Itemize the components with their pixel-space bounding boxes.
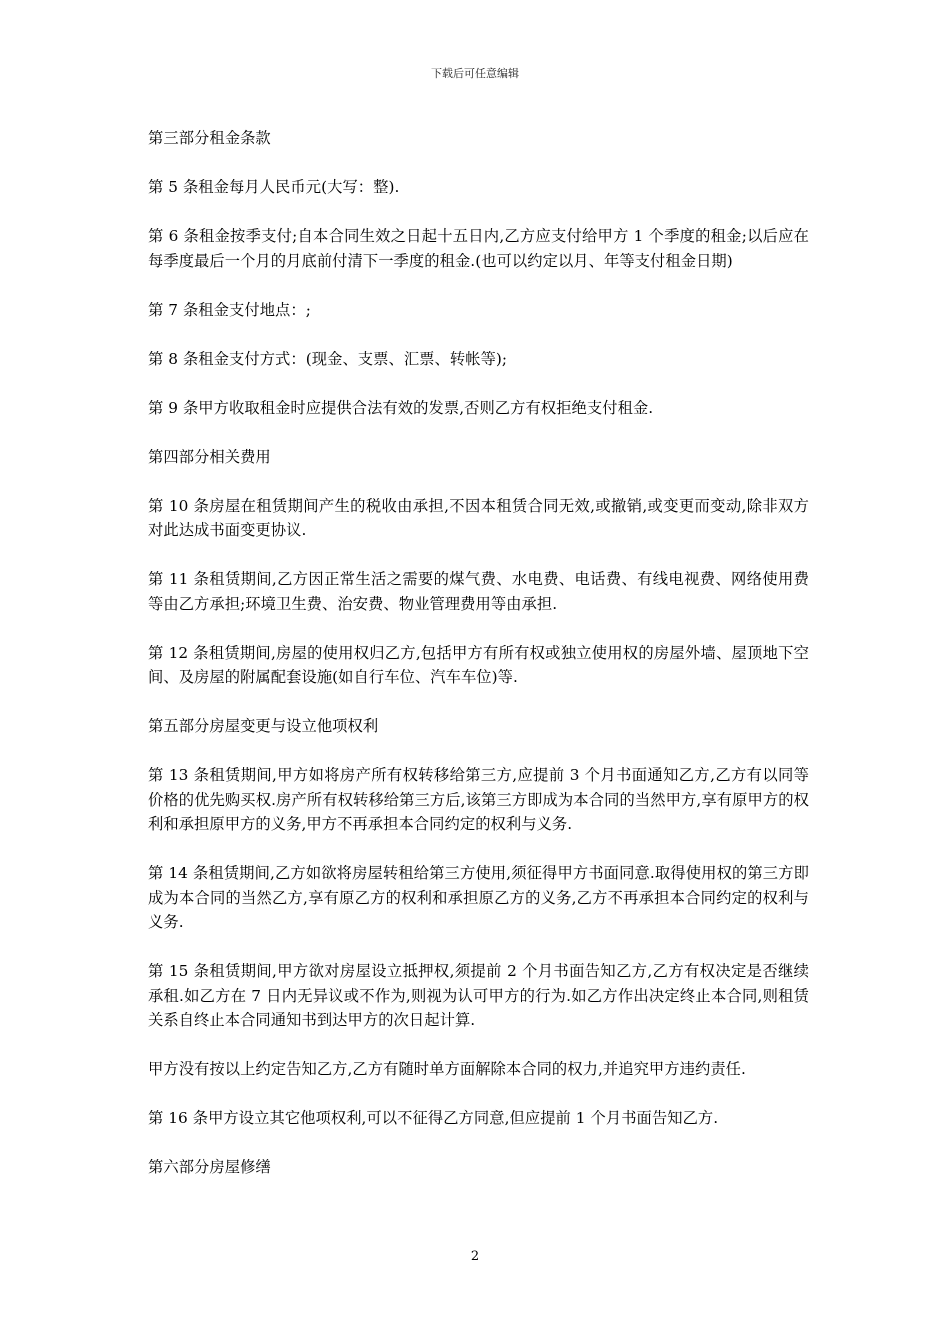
section-heading-part-4: 第四部分相关费用 xyxy=(148,447,271,466)
clause-13: 第 13 条租赁期间,甲方如将房产所有权转移给第三方,应提前 3 个月书面通知乙方,乙方有以同等价格的优先购买权.房产所有权转移给第三方后,该第三方即成为本合同的当然甲方,享有原甲方的权利和承担原甲方的义务,甲方不再承担本合同约定的权利与义务. xyxy=(148,766,809,833)
clause-16: 第 16 条甲方设立其它他项权利,可以不征得乙方同意,但应提前 1 个月书面告知乙方. xyxy=(148,1109,719,1127)
clause-11: 第 11 条租赁期间,乙方因正常生活之需要的煤气费、水电费、电话费、有线电视费、网络使用费等由乙方承担;环境卫生费、治安费、物业管理费用等由承担. xyxy=(148,570,809,613)
clause-9: 第 9 条甲方收取租金时应提供合法有效的发票,否则乙方有权拒绝支付租金. xyxy=(148,398,654,417)
section-heading-part-3: 第三部分租金条款 xyxy=(148,129,271,147)
clause-15-supplement: 甲方没有按以上约定告知乙方,乙方有随时单方面解除本合同的权力,并追究甲方违约责任. xyxy=(148,1060,746,1078)
clause-12: 第 12 条租赁期间,房屋的使用权归乙方,包括甲方有所有权或独立使用权的房屋外墙、屋顶地下空间、及房屋的附属配套设施(如自行车位、汽车车位)等. xyxy=(148,643,809,686)
clause-7: 第 7 条租金支付地点：; xyxy=(148,300,311,319)
clause-5: 第 5 条租金每月人民币元(大写：整). xyxy=(148,178,400,196)
document-body xyxy=(145,126,809,1204)
page-header-note: 下载后可任意编辑 xyxy=(431,67,519,80)
clause-10: 第 10 条房屋在租赁期间产生的税收由承担,不因本租赁合同无效,或撤销,或变更而变动,除非双方对此达成书面变更协议. xyxy=(148,496,809,539)
section-heading-part-6: 第六部分房屋修缮 xyxy=(148,1158,271,1176)
section-heading-part-5: 第五部分房屋变更与设立他项权利 xyxy=(148,717,379,735)
page-number: 2 xyxy=(470,1249,480,1264)
clause-14: 第 14 条租赁期间,乙方如欲将房屋转租给第三方使用,须征得甲方书面同意.取得使用权的第三方即成为本合同的当然乙方,享有原乙方的权利和承担原乙方的义务,乙方不再承担本合同约定的权利与义务. xyxy=(148,864,809,931)
clause-6: 第 6 条租金按季支付;自本合同生效之日起十五日内,乙方应支付给甲方 1 个季度的租金;以后应在每季度最后一个月的月底前付清下一季度的租金.(也可以约定以月、年等支付租金日期) xyxy=(148,227,809,270)
clause-15: 第 15 条租赁期间,甲方欲对房屋设立抵押权,须提前 2 个月书面告知乙方,乙方有权决定是否继续承租.如乙方在 7 日内无异议或不作为,则视为认可甲方的行为.如乙方作出决定终止本合同,则租赁关系自终止本合同通知书到达甲方的次日起计算. xyxy=(148,962,809,1029)
clause-8: 第 8 条租金支付方式：(现金、支票、汇票、转帐等); xyxy=(148,349,508,368)
